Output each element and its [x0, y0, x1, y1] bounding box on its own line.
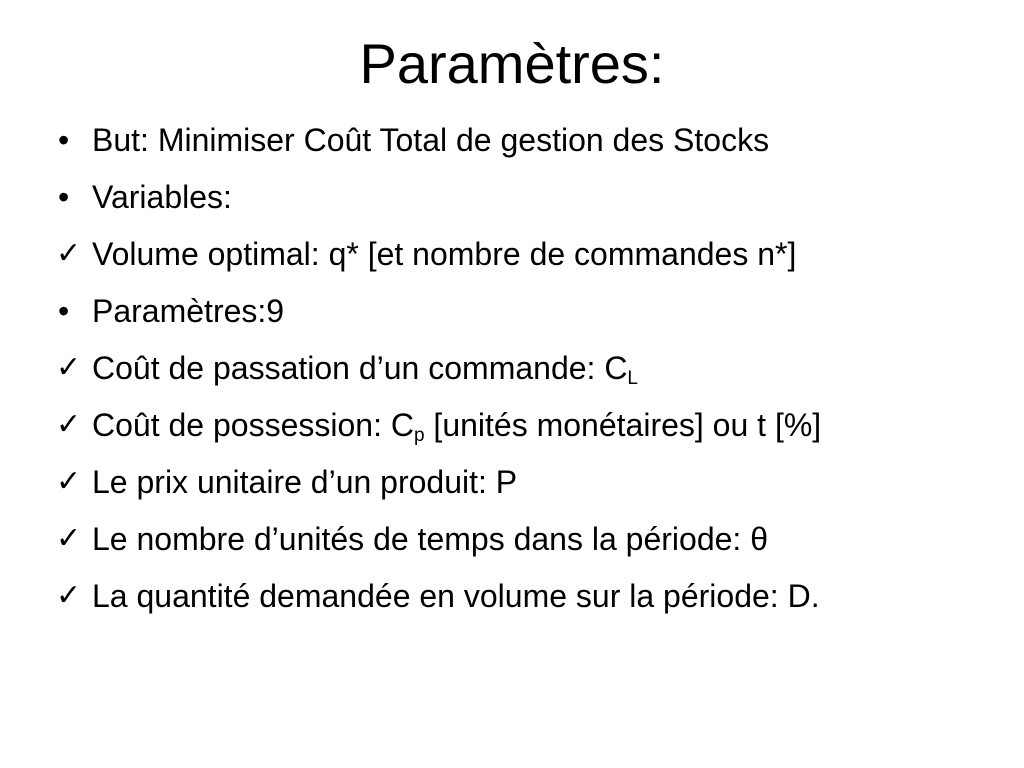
checkmark-icon: ✓	[56, 351, 82, 384]
list-item-text: But: Minimiser Coût Total de gestion des Stocks	[92, 122, 770, 158]
list-item-text: Coût de passation d’un commande: C	[92, 350, 628, 386]
list-item-text: Volume optimal: q* [et nombre de commandes n*]	[92, 236, 797, 272]
bullet-list	[56, 118, 986, 631]
checkmark-icon: ✓	[56, 465, 82, 498]
checkmark-icon: ✓	[56, 408, 82, 441]
list-item-demand	[56, 574, 986, 618]
list-item-goal	[56, 118, 986, 162]
list-item-holding-cost	[56, 403, 986, 447]
list-item-text: Le prix unitaire d’un produit: P	[92, 464, 518, 500]
list-item-variables	[56, 175, 986, 219]
list-item-time-units	[56, 517, 986, 561]
list-item-unit-price	[56, 460, 986, 504]
list-item-text-continued: [unités monétaires] ou t [%]	[424, 407, 822, 443]
bullet-dot-icon: •	[58, 122, 70, 158]
checkmark-icon: ✓	[56, 237, 82, 270]
list-item-text: Paramètres:9	[92, 293, 285, 329]
checkmark-icon: ✓	[56, 579, 82, 612]
list-item-text: La quantité demandée en volume sur la période: D.	[92, 578, 820, 614]
list-item-optimal-volume	[56, 232, 986, 276]
checkmark-icon: ✓	[56, 522, 82, 555]
bullet-dot-icon: •	[58, 179, 70, 215]
list-item-order-cost	[56, 346, 986, 390]
list-item-parameters	[56, 289, 986, 333]
slide-title: Paramètres:	[359, 32, 665, 95]
subscript: L	[627, 368, 638, 389]
list-item-text: Variables:	[92, 179, 232, 215]
subscript: p	[413, 425, 425, 446]
list-item-text: Coût de possession: C	[92, 407, 414, 443]
list-item-text: Le nombre d’unités de temps dans la période: θ	[92, 521, 768, 557]
bullet-dot-icon: •	[58, 293, 70, 329]
